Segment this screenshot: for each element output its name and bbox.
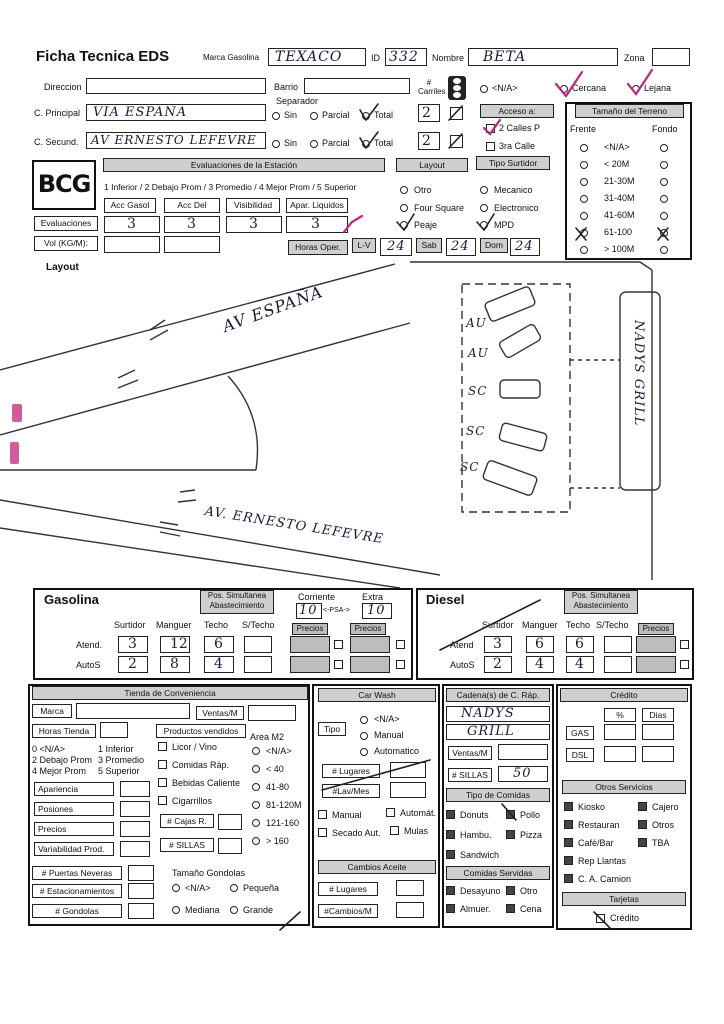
- otros-servicios-header: Otros Servicios: [562, 780, 686, 794]
- cambios-header: Cambios Aceite: [318, 860, 436, 874]
- total-label: Total: [374, 110, 394, 120]
- otro-servicio-label: Restauran: [578, 820, 620, 830]
- gasolina-atend-value: 12: [170, 636, 188, 652]
- cadena-sillas-label: # SILLAS: [448, 768, 492, 782]
- cajas-label: # Cajas R.: [160, 814, 214, 828]
- otro-servicio-label: Otros: [652, 820, 675, 830]
- credito-pct-label: %: [604, 708, 636, 722]
- evaluaciones-label: Evaluaciones: [34, 216, 98, 231]
- scale-1: 0 <N/A>: [32, 744, 66, 754]
- gasolina-atend-value: 6: [214, 636, 223, 652]
- area-option-label: < 40: [266, 764, 284, 774]
- carwash-mulas-label: Mulas: [404, 826, 429, 836]
- otro-servicio-label: Café/Bar: [578, 838, 614, 848]
- gas-manguer-label: Manguer: [156, 620, 192, 630]
- gas-precios-2: Precios: [350, 623, 386, 635]
- otro-servicio-label: Kiosko: [578, 802, 606, 812]
- sketch-street-2: AV. ERNESTO LEFEVRE: [203, 504, 385, 548]
- marca-value: TEXACO: [275, 49, 343, 65]
- cambios-mes-label: #Cambios/M: [318, 904, 378, 918]
- carwash-tipo-1: <N/A>: [374, 714, 400, 724]
- carwash-secado-label: Secado Aut.: [332, 828, 381, 838]
- sin-label-2: Sin: [284, 138, 298, 148]
- otro-servicio-label: Rep Llantas: [578, 856, 627, 866]
- comida-tipo-label: Pizza: [520, 830, 543, 840]
- terreno-header: Tamaño del Terreno: [575, 104, 684, 118]
- area-option-label: 121-160: [266, 818, 300, 828]
- tienda-marca-label: Marca: [32, 704, 72, 718]
- parcial-label: Parcial: [322, 110, 350, 120]
- gondola-opt-1: <N/A>: [185, 883, 211, 893]
- carwash-header: Car Wash: [318, 688, 436, 702]
- horas-oper-label: Horas Oper.: [288, 240, 348, 255]
- barrio-label: Barrio: [274, 82, 299, 92]
- cercana-label: Cercana: [572, 83, 607, 93]
- cadena-line-2: GRILL: [467, 724, 515, 739]
- area-option-label: 41-80: [266, 782, 290, 792]
- tarjetas-header: Tarjetas: [562, 892, 686, 906]
- tienda-eval-label: Apariencia: [34, 782, 114, 796]
- scale-5: 4 Mejor Prom: [32, 766, 87, 776]
- id-value: 332: [389, 49, 419, 65]
- acceso-opt1: 2 Calles P: [499, 123, 541, 133]
- terreno-option-label: 61-100: [604, 227, 633, 237]
- corriente-label: Corriente: [298, 592, 336, 602]
- dom-value: 24: [515, 239, 534, 254]
- dsl-stecho-label: S/Techo: [596, 620, 629, 630]
- comida-tipo-label: Sandwich: [460, 850, 500, 860]
- gondola-opt-2: Pequeña: [243, 883, 280, 893]
- carwash-tipo-label: Tipo: [318, 722, 346, 736]
- bcg-logo-text: BCG: [37, 170, 91, 198]
- diesel-autos-value: 2: [493, 656, 502, 672]
- sketch-street-1: AV ESPAÑA: [220, 281, 326, 336]
- gondola-opt-3: Mediana: [185, 905, 220, 915]
- tienda-ventas-label: Ventas/M: [196, 706, 244, 720]
- cprincipal-value: VIA ESPAÑA: [93, 105, 188, 120]
- id-label: ID: [371, 53, 380, 63]
- diesel-atend-value: 6: [575, 636, 584, 652]
- gondola-opt-4: Grande: [243, 905, 274, 915]
- terreno-option-label: 41-60M: [604, 210, 635, 220]
- credito-dias-label: Dias: [642, 708, 674, 722]
- terreno-option-label: < 20M: [604, 159, 630, 169]
- scale-3: 2 Debajo Prom: [32, 755, 93, 765]
- eval-visibilidad-value: 3: [249, 216, 258, 232]
- eval-acc-del-value: 3: [187, 216, 196, 232]
- diesel-autos-value: 4: [575, 656, 584, 672]
- productos-header: Productos vendidos: [156, 724, 246, 738]
- credito-gas-label: GAS: [566, 726, 594, 740]
- diesel-atend-value: 6: [535, 636, 544, 652]
- lv-label: L-V: [352, 238, 376, 253]
- sab-value: 24: [451, 239, 470, 254]
- puertas-label: # Puertas Neveras: [32, 866, 122, 880]
- vol-label: Vol (KG/M):: [34, 236, 98, 251]
- acceso-header: Acceso a:: [480, 104, 554, 118]
- dsl-atend-label: Atend: [450, 640, 474, 650]
- otro-servicio-label: Cajero: [652, 802, 679, 812]
- terreno-option-label: > 100M: [604, 244, 635, 254]
- diesel-title: Diesel: [426, 592, 465, 607]
- area-option-label: > 160: [266, 836, 289, 846]
- dom-label: Dom: [480, 238, 508, 253]
- carriles-label: # Carriles: [418, 78, 446, 96]
- area-option-label: <N/A>: [266, 746, 292, 756]
- layout-opt-2: Four Square: [414, 203, 465, 213]
- producto-label: Comidas Ráp.: [172, 760, 230, 770]
- gasolina-autos-value: 8: [170, 656, 179, 672]
- scale-6: 5 Superior: [98, 766, 140, 776]
- comida-servida-label: Otro: [520, 886, 538, 896]
- eval-col-2: Acc Del: [164, 198, 220, 213]
- carriles-value-2: 2: [422, 133, 431, 149]
- terreno-option-label: 31-40M: [604, 193, 635, 203]
- sketch-pump-5: SC: [460, 460, 480, 474]
- carwash-lav-label: #Lav/Mes: [322, 784, 380, 798]
- gasolina-title: Gasolina: [44, 592, 99, 607]
- nombre-label: Nombre: [432, 53, 465, 63]
- csecund-label: C. Secund.: [34, 137, 79, 147]
- gasolina-autos-value: 2: [128, 656, 137, 672]
- sketch-pump-3: SC: [468, 384, 488, 398]
- carwash-automat-label: Automát.: [400, 808, 437, 818]
- separador-label: Separador: [276, 96, 319, 106]
- comida-servida-label: Almuer.: [460, 904, 491, 914]
- total-label-2: Total: [374, 138, 394, 148]
- na-label: <N/A>: [492, 83, 518, 93]
- extra-value: 10: [367, 603, 386, 618]
- dsl-precios: Precios: [638, 623, 674, 635]
- zona-label: Zona: [624, 53, 645, 63]
- tienda-sillas-label: # SILLAS: [160, 838, 214, 852]
- dsl-manguer-label: Manguer: [522, 620, 558, 630]
- frente-label: Frente: [570, 124, 597, 134]
- tienda-horas-label: Horas Tienda: [32, 724, 96, 738]
- scale-2: 1 Inferior: [98, 744, 134, 754]
- tienda-eval-label: Variabilidad Prod.: [34, 842, 114, 856]
- sketch-pump-2: AU: [468, 346, 489, 360]
- direccion-label: Direccion: [44, 82, 82, 92]
- eval-col-3: Visibilidad: [226, 198, 280, 213]
- diesel-atend-value: 3: [493, 636, 502, 652]
- tienda-eval-label: Posiones: [34, 802, 114, 816]
- sin-label: Sin: [284, 110, 298, 120]
- surtidor-opt-1: Mecanico: [494, 185, 533, 195]
- sketch-pump-1: AU: [466, 316, 487, 330]
- otro-servicio-label: TBA: [652, 838, 670, 848]
- surtidor-opt-3: MPD: [494, 220, 514, 230]
- tienda-header: Tienda de Conveniencia: [32, 686, 308, 700]
- comida-servida-label: Desayuno: [460, 886, 501, 896]
- surtidor-opt-2: Electronico: [494, 203, 539, 213]
- lv-value: 24: [387, 239, 406, 254]
- tamano-gondolas-label: Tamaño Gondolas: [172, 868, 246, 878]
- gondolas-label: # Gondolas: [32, 904, 122, 918]
- terreno-option-label: <N/A>: [604, 142, 630, 152]
- gas-autos-label: AutoS: [76, 660, 101, 670]
- nombre-value: BETA: [483, 49, 527, 65]
- carwash-lugares-label: # Lugares: [322, 764, 380, 778]
- gas-precios-1: Precios: [292, 623, 328, 635]
- evaluaciones-header: Evaluaciones de la Estación: [103, 158, 385, 172]
- producto-label: Cigarrillos: [172, 796, 213, 806]
- eval-apar-liquidos-value: 3: [311, 216, 320, 232]
- carriles-value-1: 2: [422, 105, 431, 121]
- comida-tipo-label: Pollo: [520, 810, 541, 820]
- carwash-manual-label: Manual: [332, 810, 362, 820]
- diesel-autos-value: 4: [535, 656, 544, 672]
- csecund-value: AV ERNESTO LEFEVRE: [91, 133, 257, 147]
- tarjeta-credito-label: Crédito: [610, 913, 640, 923]
- parcial-label-2: Parcial: [322, 138, 350, 148]
- fondo-label: Fondo: [652, 124, 678, 134]
- layout-button[interactable]: Layout: [396, 158, 468, 172]
- gasolina-atend-value: 3: [128, 636, 137, 652]
- credito-header: Crédito: [560, 688, 688, 702]
- lejana-label: Lejana: [644, 83, 672, 93]
- gas-atend-label: Atend.: [76, 640, 103, 650]
- layout-opt-1: Otro: [414, 185, 432, 195]
- comida-tipo-label: Donuts: [460, 810, 489, 820]
- scale-4: 3 Promedio: [98, 755, 145, 765]
- layout-opt-3: Peaje: [414, 220, 438, 230]
- area-label: Area M2: [250, 732, 285, 742]
- credito-dsl-label: DSL: [566, 748, 594, 762]
- psa-label: <-PSA->: [323, 607, 350, 614]
- dsl-techo-label: Techo: [566, 620, 591, 630]
- eval-col-1: Acc Gasol: [104, 198, 156, 213]
- cadena-ventas-label: Ventas/M: [448, 746, 492, 760]
- cprincipal-label: C. Principal: [34, 108, 81, 118]
- area-option-label: 81-120M: [266, 800, 302, 810]
- comida-tipo-label: Hambu.: [460, 830, 492, 840]
- sketch-store: NADYS GRILL: [631, 320, 646, 427]
- comidas-servidas-header: Comidas Servidas: [446, 866, 550, 880]
- acceso-opt2: 3ra Calle: [499, 141, 536, 151]
- eval-col-4: Apar. Liquidos: [286, 198, 348, 213]
- page-title: Ficha Tecnica EDS: [36, 48, 170, 65]
- terreno-option-label: 21-30M: [604, 176, 635, 186]
- gasolina-pos-sim: Pos. Simultanea Abastecimiento: [200, 590, 274, 614]
- carwash-tipo-3: Automatico: [374, 746, 420, 756]
- tipo-surtidor-button[interactable]: Tipo Surtidor: [476, 156, 550, 170]
- scale-legend: 1 Inferior / 2 Debajo Prom / 3 Promedio / 4 Mejor Prom / 5 Superior: [104, 182, 357, 192]
- gas-surtidor-label: Surtidor: [114, 620, 146, 630]
- eval-acc-gasol-value: 3: [127, 216, 136, 232]
- cadena-line-1: NADYS: [461, 706, 515, 721]
- cadena-sillas-value: 50: [513, 766, 532, 781]
- carwash-tipo-2: Manual: [374, 730, 404, 740]
- gas-techo-label: Techo: [204, 620, 229, 630]
- diesel-pos-sim: Pos. Simultanea Abastecimiento: [564, 590, 638, 614]
- cambios-lugares-label: # Lugares: [318, 882, 378, 896]
- sab-label: Sab: [416, 238, 442, 253]
- layout-label: Layout: [46, 262, 79, 273]
- cadena-header: Cadena(s) de C. Ráp.: [446, 688, 550, 702]
- extra-label: Extra: [362, 592, 384, 602]
- tipo-comidas-header: Tipo de Comidas: [446, 788, 550, 802]
- otro-servicio-label: C. A. Camion: [578, 874, 632, 884]
- tienda-eval-label: Precios: [34, 822, 114, 836]
- sketch-pump-4: SC: [466, 424, 486, 438]
- gasolina-autos-value: 4: [214, 656, 223, 672]
- comida-servida-label: Cena: [520, 904, 542, 914]
- dsl-autos-label: AutoS: [450, 660, 475, 670]
- estacionamientos-label: # Estacionamientos: [32, 884, 122, 898]
- dsl-surtidor-label: Surtidor: [482, 620, 514, 630]
- producto-label: Bebidas Caliente: [172, 778, 241, 788]
- marca-label: Marca Gasolina: [203, 53, 260, 62]
- corriente-value: 10: [299, 603, 318, 618]
- gas-stecho-label: S/Techo: [242, 620, 275, 630]
- producto-label: Licor / Vino: [172, 742, 217, 752]
